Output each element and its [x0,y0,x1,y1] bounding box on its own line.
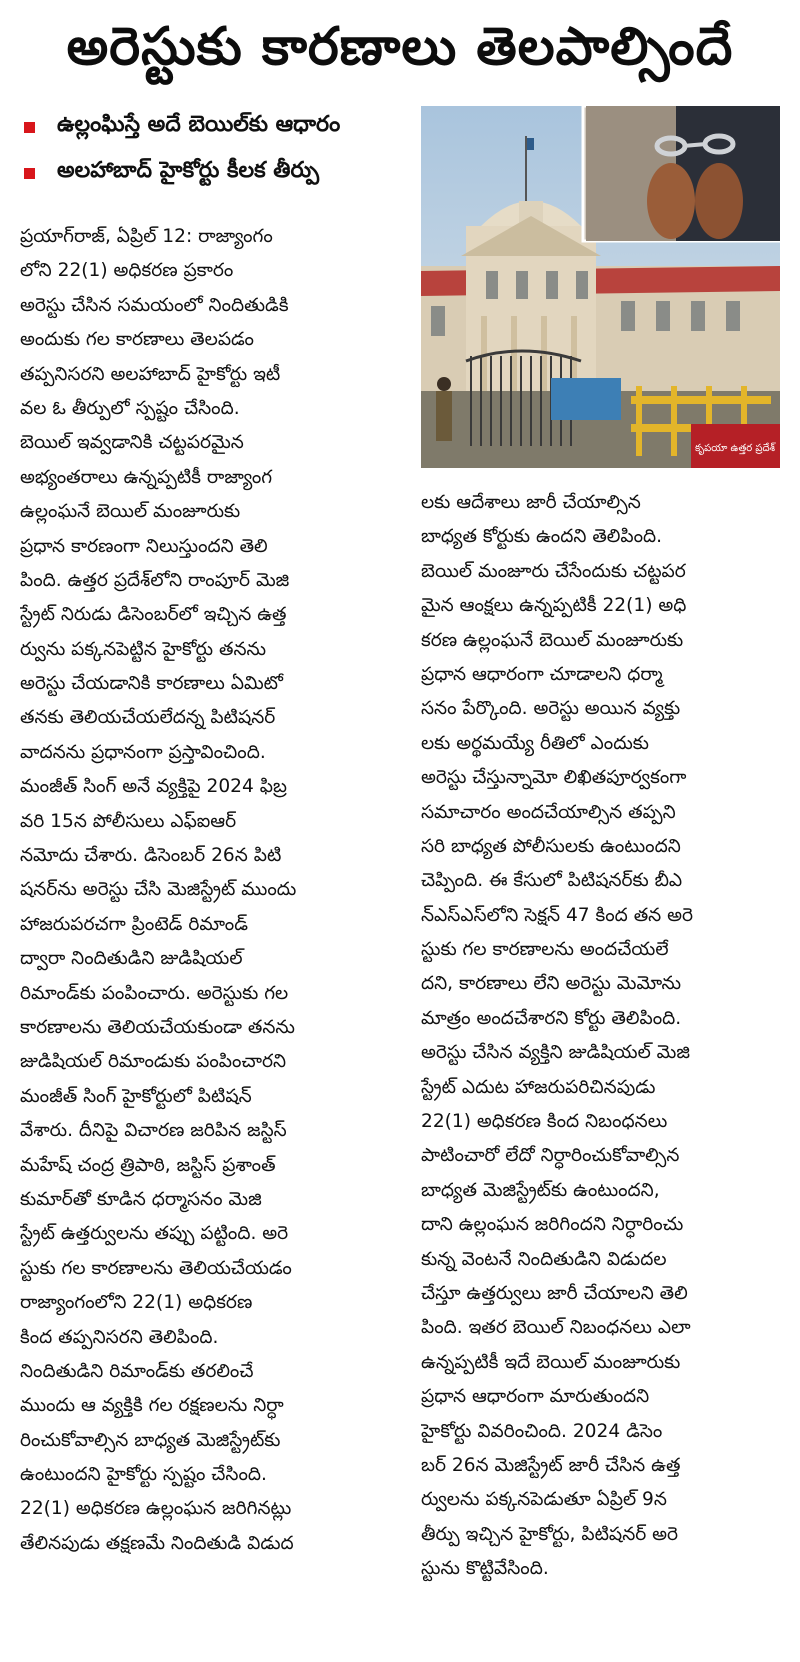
article-line: నిందితుడిని రిమాండ్‌కు తరలించే [20,1360,254,1382]
article-line: కింద తప్పనిసరని తెలిపింది. [20,1326,219,1348]
article-line: కున్న వెంటనే నిందితుడిని విడుదల [421,1248,667,1270]
article-line: స్టుకు గల కారణాలను తెలియచేయడం [20,1257,292,1279]
article-line: అరెస్టు చేసిన వ్యక్తిని జుడిషియల్ మెజి [421,1042,690,1064]
article-line: సమాచారం అందచేయాల్సిన తప్పని [421,801,676,823]
article-line: 22(1) అధికరణ కింద నిబంధనలు [421,1111,668,1133]
article-line: హాజరుపరచగా ప్రింటెడ్ రిమాండ్ [20,913,248,935]
article-line: వల ఓ తీర్పులో స్పష్టం చేసింది. [20,397,240,419]
court-and-handcuffs-image [421,106,780,468]
article-line: స్టుకు గల కారణాలను అందచేయలే [421,939,669,961]
article-line: కుమార్‌తో కూడిన ధర్మాసనం మెజి [20,1188,262,1210]
article-line: రిమాండ్‌కు పంపించారు. అరెస్టుకు గల [20,982,289,1004]
article-line: స్ట్రేట్ ఉత్తర్వులను తప్పు పట్టింది. అరె [20,1223,289,1245]
red-square-bullet-icon [24,168,35,179]
article-line: మాత్రం అందచేశారని కోర్టు తెలిపింది. [421,1007,682,1029]
article-line: మంజీత్ సింగ్ హైకోర్టులో పిటిషన్ [20,1085,252,1107]
bullet-item [24,104,404,150]
article-line: తనకు తెలియచేయలేదన్న పిటిషనర్ [20,707,276,729]
article-line: పాటించారో లేదో నిర్ధారించుకోవాల్సిన [421,1145,680,1167]
article-line: స్ట్రేట్ ఎదుట హాజరుపరిచినపుడు [421,1076,656,1098]
article-line: ప్రధాన కారణంగా నిలుస్తుందని తెలి [20,535,268,557]
article-line: స్టును కొట్టివేసింది. [421,1558,549,1580]
article-line: మైన ఆంక్షలు ఉన్నప్పటికీ 22(1) అధి [421,595,687,617]
article-line: ఉన్నప్పటికీ ఇదే బెయిల్ మంజూరుకు [421,1351,681,1373]
article-line: ఉంటుందని హైకోర్టు స్పష్టం చేసింది. [20,1464,267,1486]
article-line: చేస్తూ ఉత్తర్వులు జారీ చేయాలని తెలి [421,1282,688,1304]
article-line: న్ఎస్ఎస్‌లోని సెక్షన్ 47 కింద తన అరె [421,904,694,926]
article-line: పింది. ఉత్తర ప్రదేశ్‌లోని రాంపూర్ మెజి [20,569,290,591]
article-line: ముందు ఆ వ్యక్తికి గల రక్షణలను నిర్ధా [20,1395,284,1417]
article-column-right [421,486,786,1587]
article-line: ప్రధాన ఆధారంగా మారుతుందని [421,1386,650,1408]
article-line: తప్పనిసరని అలహాబాద్ హైకోర్టు ఇటీ [20,363,281,385]
article-line: సరి బాధ్యత పోలీసులకు ఉంటుందని [421,835,681,857]
article-line: వాదనను ప్రధానంగా ప్రస్తావించింది. [20,741,266,763]
article-line: స్ట్రేట్ నిరుడు డిసెంబర్‌లో ఇచ్చిన ఉత్త [20,604,287,626]
article-line: ద్వారా నిందితుడిని జుడిషియల్ [20,948,243,970]
headline: అరెస్టుకు కారణాలు తెలపాల్సిందే [66,17,734,77]
article-line: షనర్‌ను అరెస్టు చేసి మెజిస్ట్రేట్ ముందు [20,879,297,901]
article-line: మంజీత్ సింగ్ అనే వ్యక్తిపై 2024 ఫిబ్ర [20,776,287,798]
article-line: ప్రయాగ్‌రాజ్, ఏప్రిల్ 12: రాజ్యాంగం [20,226,273,247]
article-line: ప్రధాన ఆధారంగా చూడాలని ధర్మా [421,663,663,685]
article-line: పింది. ఇతర బెయిల్ నిబంధనలు ఎలా [421,1317,691,1339]
article-line: హైకోర్టు వివరించింది. 2024 డిసెం [421,1420,663,1442]
article-line: చెప్పింది. ఈ కేసులో పిటిషనర్‌కు బీఎ [421,870,683,892]
article-line: బెయిల్ ఇవ్వడానికి చట్టపరమైన [20,432,244,454]
article-line: కరణ ఉల్లంఘనే బెయిల్ మంజూరుకు [421,629,684,651]
article-line: కారణాలను తెలియచేయకుండా తనను [20,1016,295,1038]
article-line: బాధ్యత మెజిస్ట్రేట్‌కు ఉంటుందని, [421,1179,660,1201]
article-line: లకు అర్థమయ్యే రీతిలో ఎందుకు [421,732,649,754]
article-line: అరెస్టు చేసిన సమయంలో నిందితుడికి [20,294,289,316]
article-column-left [20,220,412,1561]
article-line: తేలినపుడు తక్షణమే నిందితుడి విడుద [20,1532,294,1554]
article-line: అరెస్టు చేయడానికి కారణాలు ఏమిటో [20,673,283,695]
article-line: మహేష్ చంద్ర త్రిపాఠి, జస్టిస్ ప్రశాంత్ [20,1154,276,1176]
article-line: లకు ఆదేశాలు జారీ చేయాల్సిన [421,492,641,513]
article-line: తీర్పు ఇచ్చిన హైకోర్టు, పిటిషనర్ అరె [421,1523,679,1545]
bullet-text: ఉల్లంఘిస్తే అదే బెయిల్‌కు ఆధారం [57,112,341,137]
article-line: లోని 22(1) అధికరణ ప్రకారం [20,260,234,282]
article-line: రించుకోవాల్సిన బాధ్యత మెజిస్ట్రేట్‌కు [20,1429,281,1451]
article-line: బెయిల్ మంజూరు చేసేందుకు చట్టపర [421,560,686,582]
subheadline-bullets [24,104,404,196]
article-line: అరెస్టు చేస్తున్నామో లిఖితపూర్వకంగా [421,767,687,789]
article-line: బర్ 26న మెజిస్ట్రేట్ జారీ చేసిన ఉత్త [421,1454,681,1476]
article-line: అభ్యంతరాలు ఉన్నప్పటికీ రాజ్యాంగ [20,466,273,488]
article-line: 22(1) అధికరణ ఉల్లంఘన జరిగినట్లు [20,1498,292,1520]
article-line: దాని ఉల్లంఘన జరిగిందని నిర్ధారించు [421,1214,684,1236]
article-line: దని, కారణాలు లేని అరెస్టు మెమోను [421,973,682,995]
article-line: నమోదు చేశారు. డిసెంబర్ 26న పిటి [20,845,282,867]
article-line: సనం పేర్కొంది. అరెస్టు అయిన వ్యక్తు [421,698,681,720]
article-line: బాధ్యత కోర్టుకు ఉందని తెలిపింది. [421,526,663,548]
news-photo [421,106,780,468]
banner-text: కృపయా ఉత్తర ప్రదేశ్ [694,443,776,454]
article-line: ఉల్లంఘనే బెయిల్ మంజూరుకు [20,501,241,523]
article-line: ర్వులను పక్కనపెడుతూ ఏప్రిల్ 9న [421,1489,667,1511]
article-line: అందుకు గల కారణాలు తెలపడం [20,329,254,351]
article-line: వరి 15న పోలీసులు ఎఫ్ఐఆర్ [20,810,237,832]
article-line: ర్వును పక్కనపెట్టిన హైకోర్టు తనను [20,638,267,660]
bullet-text: అలహాబాద్ హైకోర్టు కీలక తీర్పు [57,158,320,183]
red-square-bullet-icon [24,122,35,133]
article-line: రాజ్యాంగంలోని 22(1) అధికరణ [20,1292,253,1314]
article-line: వేశారు. దీనిపై విచారణ జరిపిన జస్టిస్ [20,1120,287,1142]
bullet-item [24,150,404,196]
article-line: జుడిషియల్ రిమాండుకు పంపించారని [20,1051,287,1073]
